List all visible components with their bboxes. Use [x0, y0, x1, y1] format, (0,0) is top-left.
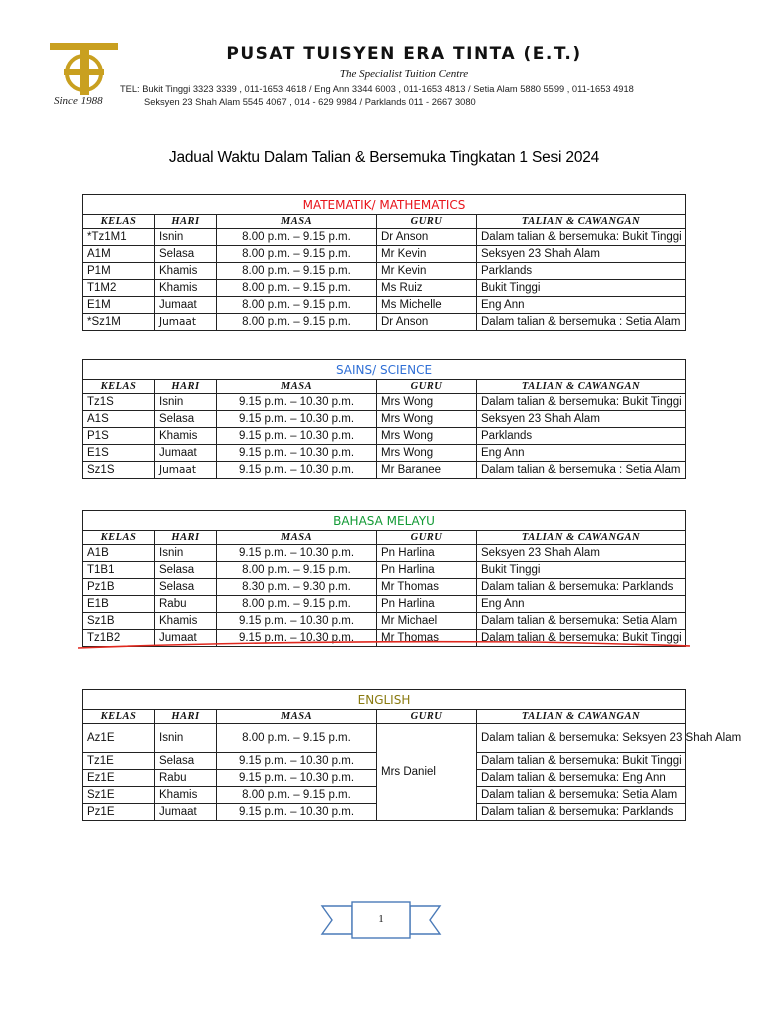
masa-cell: 9.15 p.m. – 10.30 p.m. [217, 445, 377, 462]
english-table [82, 689, 742, 821]
hari-cell: Khamis [155, 280, 217, 297]
guru-cell: Mrs Wong [377, 445, 477, 462]
masa-cell: 8.00 p.m. – 9.15 p.m. [217, 280, 377, 297]
talian-cell: Parklands [477, 428, 686, 445]
table-row [83, 280, 686, 297]
masa-cell: 9.15 p.m. – 10.30 p.m. [217, 613, 377, 630]
hari-cell: Jumaat [155, 804, 217, 821]
masa-cell: 8.00 p.m. – 9.15 p.m. [217, 263, 377, 280]
guru-cell: Dr Anson [377, 229, 477, 246]
masa-cell: 8.00 p.m. – 9.15 p.m. [217, 246, 377, 263]
document-title: Jadual Waktu Dalam Talian & Bersemuka Tingkatan 1 Sesi 2024 [168, 149, 600, 166]
guru-cell: Pn Harlina [377, 545, 477, 562]
era-tinta-logo [48, 42, 120, 96]
col-masa: MASA [217, 380, 377, 394]
kelas-cell: A1B [83, 545, 155, 562]
guru-cell: Mr Michael [377, 613, 477, 630]
kelas-cell: P1M [83, 263, 155, 280]
talian-cell: Dalam talian & bersemuka: Parklands [477, 804, 686, 821]
talian-cell: Dalam talian & bersemuka: Seksyen 23 Shah Alam [477, 724, 686, 753]
col-hari: HARI [155, 710, 217, 724]
masa-cell: 9.15 p.m. – 10.30 p.m. [217, 411, 377, 428]
kelas-cell: *Tz1M1 [83, 229, 155, 246]
guru-cell: Pn Harlina [377, 562, 477, 579]
table-row [83, 724, 686, 753]
kelas-cell: Tz1E [83, 753, 155, 770]
centre-name: PUSAT TUISYEN ERA TINTA (E.T.) [226, 44, 582, 64]
table-row [83, 562, 686, 579]
table-row [83, 428, 686, 445]
kelas-cell: *Sz1M [83, 314, 155, 331]
mathematics-table [82, 194, 686, 331]
column-header-row [83, 710, 686, 724]
kelas-cell: Tz1B2 [83, 630, 155, 647]
hari-cell: Isnin [155, 229, 217, 246]
telephone-line-1: TEL: Bukit Tinggi 3323 3339 , 011-1653 4618 / Eng Ann 3344 6003 , 011-1653 4813 / Setia Alam 5880 5599 , 011-1653 4918 [120, 84, 634, 94]
talian-cell: Dalam talian & bersemuka: Eng Ann [477, 770, 686, 787]
talian-cell: Dalam talian & bersemuka: Bukit Tinggi [477, 753, 686, 770]
column-header-row [83, 531, 686, 545]
col-hari: HARI [155, 215, 217, 229]
talian-cell: Dalam talian & bersemuka : Setia Alam [477, 314, 686, 331]
table-row [83, 596, 686, 613]
hari-cell: Rabu [155, 770, 217, 787]
telephone-line-2: Seksyen 23 Shah Alam 5545 4067 , 014 - 629 9984 / Parklands 011 - 2667 3080 [144, 97, 476, 107]
kelas-cell: Pz1B [83, 579, 155, 596]
masa-cell: 9.15 p.m. – 10.30 p.m. [217, 630, 377, 647]
masa-cell: 8.00 p.m. – 9.15 p.m. [217, 314, 377, 331]
col-talian: TALIAN & CAWANGAN [477, 380, 686, 394]
masa-cell: 8.00 p.m. – 9.15 p.m. [217, 229, 377, 246]
masa-cell: 8.30 p.m. – 9.30 p.m. [217, 579, 377, 596]
guru-cell: Mrs Daniel [377, 724, 477, 821]
kelas-cell: E1M [83, 297, 155, 314]
kelas-cell: Sz1S [83, 462, 155, 479]
hari-cell: Jumaat [155, 462, 217, 479]
hari-cell: Isnin [155, 545, 217, 562]
talian-cell: Parklands [477, 263, 686, 280]
guru-cell: Mr Kevin [377, 246, 477, 263]
table-row [83, 545, 686, 562]
english-title: ENGLISH [83, 690, 686, 710]
col-hari: HARI [155, 380, 217, 394]
kelas-cell: Sz1B [83, 613, 155, 630]
hari-cell: Selasa [155, 246, 217, 263]
kelas-cell: Sz1E [83, 787, 155, 804]
guru-cell: Mrs Wong [377, 428, 477, 445]
kelas-cell: T1M2 [83, 280, 155, 297]
col-talian: TALIAN & CAWANGAN [477, 710, 686, 724]
hari-cell: Khamis [155, 428, 217, 445]
hari-cell: Jumaat [155, 445, 217, 462]
table-row [83, 297, 686, 314]
talian-cell: Dalam talian & bersemuka: Bukit Tinggi [477, 630, 686, 647]
talian-cell: Eng Ann [477, 596, 686, 613]
guru-cell: Mr Baranee [377, 462, 477, 479]
talian-cell: Eng Ann [477, 297, 686, 314]
col-talian: TALIAN & CAWANGAN [477, 215, 686, 229]
col-kelas: KELAS [83, 531, 155, 545]
page-number: 1 [378, 913, 384, 925]
table-row [83, 246, 686, 263]
table-row [83, 411, 686, 428]
mathematics-title: MATEMATIK/ MATHEMATICS [83, 195, 686, 215]
talian-cell: Dalam talian & bersemuka : Setia Alam [477, 462, 686, 479]
science-table [82, 359, 686, 479]
guru-cell: Mr Thomas [377, 579, 477, 596]
col-masa: MASA [217, 531, 377, 545]
masa-cell: 9.15 p.m. – 10.30 p.m. [217, 753, 377, 770]
table-row-cancelled [83, 630, 686, 647]
hari-cell: Selasa [155, 579, 217, 596]
col-hari: HARI [155, 531, 217, 545]
col-kelas: KELAS [83, 380, 155, 394]
kelas-cell: T1B1 [83, 562, 155, 579]
col-guru: GURU [377, 380, 477, 394]
guru-cell: Ms Michelle [377, 297, 477, 314]
hari-cell: Khamis [155, 613, 217, 630]
masa-cell: 8.00 p.m. – 9.15 p.m. [217, 562, 377, 579]
since-year: Since 1988 [54, 95, 103, 107]
talian-cell: Bukit Tinggi [477, 562, 686, 579]
masa-cell: 9.15 p.m. – 10.30 p.m. [217, 545, 377, 562]
talian-cell: Dalam talian & bersemuka: Parklands [477, 579, 686, 596]
kelas-cell: P1S [83, 428, 155, 445]
hari-cell: Rabu [155, 596, 217, 613]
hari-cell: Khamis [155, 263, 217, 280]
guru-cell: Ms Ruiz [377, 280, 477, 297]
table-row [83, 462, 686, 479]
hari-cell: Selasa [155, 753, 217, 770]
talian-cell: Eng Ann [477, 445, 686, 462]
table-row [83, 229, 686, 246]
kelas-cell: Ez1E [83, 770, 155, 787]
talian-cell: Seksyen 23 Shah Alam [477, 411, 686, 428]
talian-cell: Dalam talian & bersemuka: Bukit Tinggi [477, 394, 686, 411]
masa-cell: 9.15 p.m. – 10.30 p.m. [217, 770, 377, 787]
guru-cell: Mr Thomas [377, 630, 477, 647]
talian-cell: Dalam talian & bersemuka: Bukit Tinggi [477, 229, 686, 246]
guru-cell: Dr Anson [377, 314, 477, 331]
masa-cell: 8.00 p.m. – 9.15 p.m. [217, 787, 377, 804]
kelas-cell: E1S [83, 445, 155, 462]
talian-cell: Dalam talian & bersemuka: Setia Alam [477, 787, 686, 804]
masa-cell: 9.15 p.m. – 10.30 p.m. [217, 394, 377, 411]
masa-cell: 8.00 p.m. – 9.15 p.m. [217, 724, 377, 753]
talian-cell: Dalam talian & bersemuka: Setia Alam [477, 613, 686, 630]
masa-cell: 9.15 p.m. – 10.30 p.m. [217, 462, 377, 479]
table-row [83, 579, 686, 596]
guru-cell: Mrs Wong [377, 411, 477, 428]
hari-cell: Jumaat [155, 630, 217, 647]
col-talian: TALIAN & CAWANGAN [477, 531, 686, 545]
kelas-cell: Tz1S [83, 394, 155, 411]
column-header-row [83, 380, 686, 394]
centre-tagline: The Specialist Tuition Centre [339, 68, 469, 80]
hari-cell: Jumaat [155, 297, 217, 314]
col-kelas: KELAS [83, 215, 155, 229]
table-row [83, 394, 686, 411]
table-row [83, 613, 686, 630]
hari-cell: Selasa [155, 562, 217, 579]
hari-cell: Isnin [155, 724, 217, 753]
talian-cell: Bukit Tinggi [477, 280, 686, 297]
science-title: SAINS/ SCIENCE [83, 360, 686, 380]
guru-cell: Mr Kevin [377, 263, 477, 280]
guru-cell: Mrs Wong [377, 394, 477, 411]
column-header-row [83, 215, 686, 229]
kelas-cell: Az1E [83, 724, 155, 753]
talian-cell: Seksyen 23 Shah Alam [477, 246, 686, 263]
masa-cell: 8.00 p.m. – 9.15 p.m. [217, 596, 377, 613]
col-kelas: KELAS [83, 710, 155, 724]
hari-cell: Selasa [155, 411, 217, 428]
hari-cell: Khamis [155, 787, 217, 804]
masa-cell: 8.00 p.m. – 9.15 p.m. [217, 297, 377, 314]
col-guru: GURU [377, 531, 477, 545]
kelas-cell: Pz1E [83, 804, 155, 821]
table-row [83, 445, 686, 462]
table-row [83, 314, 686, 331]
masa-cell: 9.15 p.m. – 10.30 p.m. [217, 804, 377, 821]
bahasa-melayu-title: BAHASA MELAYU [83, 511, 686, 531]
kelas-cell: E1B [83, 596, 155, 613]
guru-cell: Pn Harlina [377, 596, 477, 613]
kelas-cell: A1S [83, 411, 155, 428]
col-guru: GURU [377, 215, 477, 229]
col-masa: MASA [217, 215, 377, 229]
talian-cell: Seksyen 23 Shah Alam [477, 545, 686, 562]
hari-cell: Isnin [155, 394, 217, 411]
col-guru: GURU [377, 710, 477, 724]
hari-cell: Jumaat [155, 314, 217, 331]
kelas-cell: A1M [83, 246, 155, 263]
table-row [83, 263, 686, 280]
bahasa-melayu-table [82, 510, 686, 647]
masa-cell: 9.15 p.m. – 10.30 p.m. [217, 428, 377, 445]
col-masa: MASA [217, 710, 377, 724]
